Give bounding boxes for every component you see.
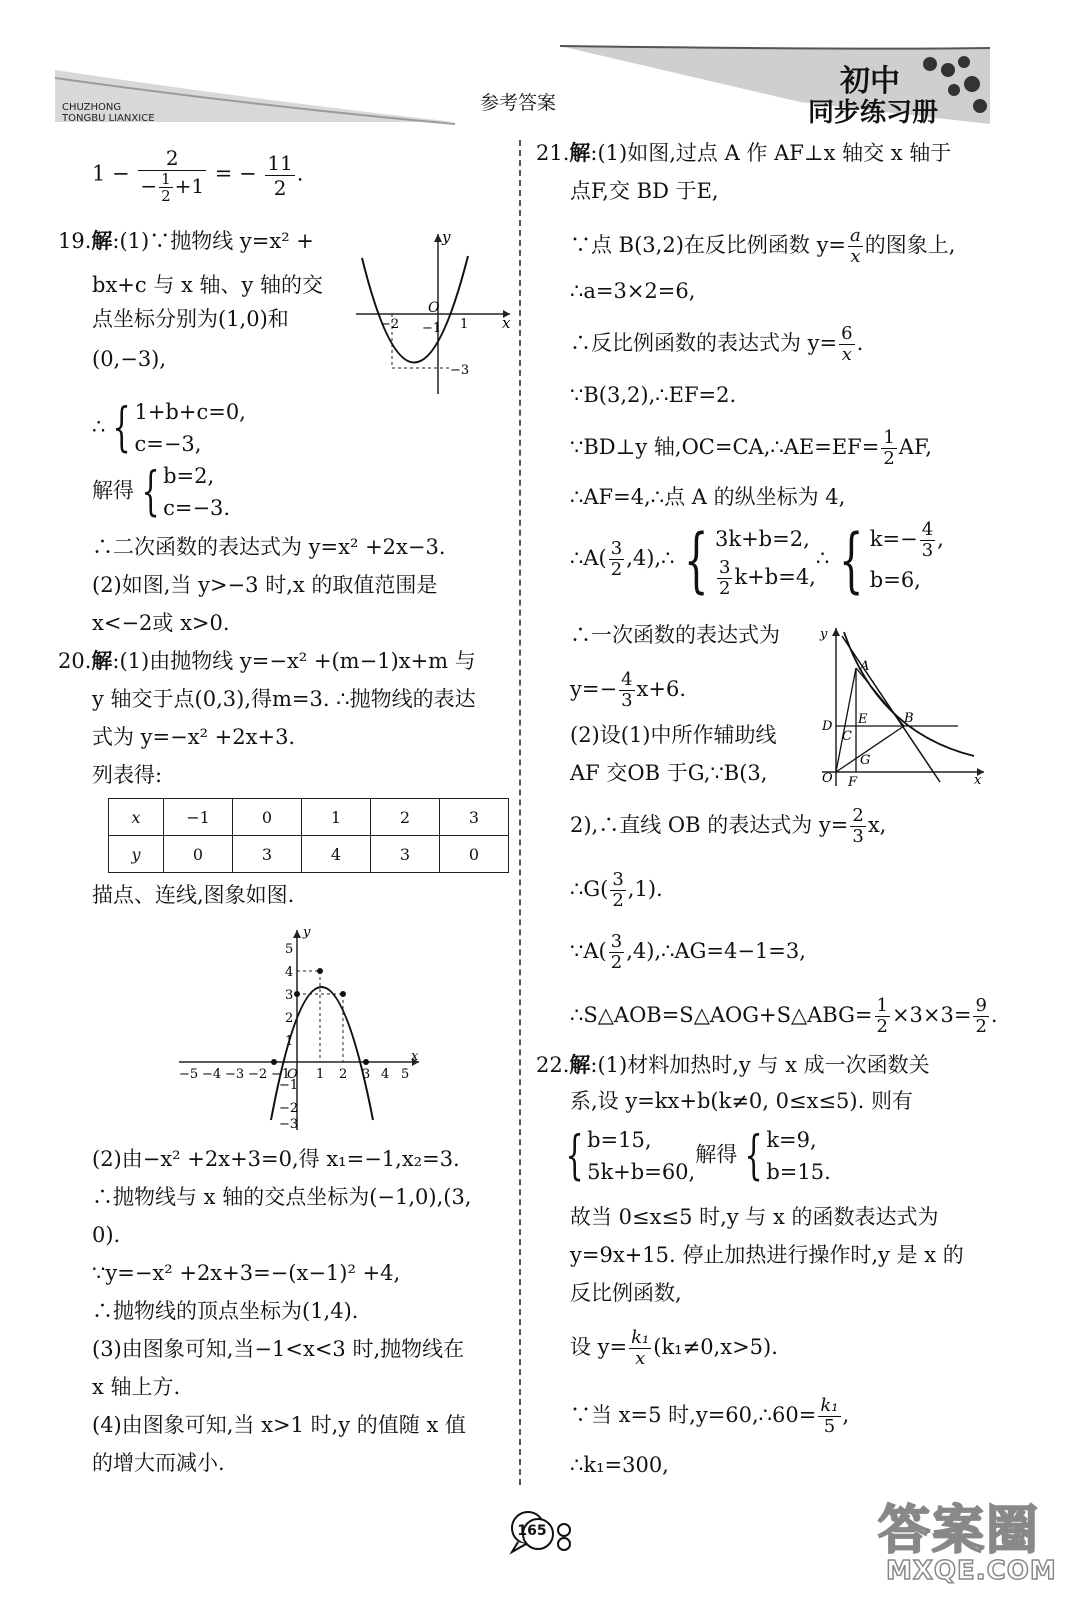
text: 的图象上,	[864, 233, 956, 257]
frac-num: 1	[876, 995, 888, 1016]
tick-label: −3	[450, 363, 470, 378]
y-label: y	[303, 925, 311, 940]
table-cell: y	[109, 836, 164, 873]
text: y=−	[570, 677, 618, 701]
frac-den: 5	[823, 1416, 836, 1437]
q21-line-11	[570, 670, 686, 711]
tick-label: 3	[362, 1067, 371, 1082]
frac-num: 3	[719, 557, 731, 578]
data-point	[317, 968, 323, 974]
frac-num: 4	[621, 669, 633, 690]
watermark-url: MXQE.COM	[886, 1556, 1057, 1586]
text: −	[140, 174, 158, 198]
y-axis-arrow	[293, 930, 301, 938]
tick-label: −2	[279, 1101, 299, 1116]
text: :(1)∵抛物线 y=x² +	[112, 229, 314, 253]
y-label: y	[820, 627, 828, 642]
equation	[715, 558, 816, 599]
q19-line-2: bx+c 与 x 轴、y 轴的交	[92, 273, 324, 297]
text: ,4),∴AG=4−1=3,	[626, 939, 806, 963]
q19-line-7: x<−2或 x>0.	[92, 611, 230, 635]
solution-label: 解	[569, 140, 591, 165]
q20-line-4: 列表得:	[92, 763, 163, 787]
table-row	[109, 799, 509, 836]
brand-line-2: 同步练习册	[808, 98, 939, 128]
header-left-label-2: TONGBU LIANXICE	[62, 113, 155, 124]
question-number: 20.	[58, 649, 92, 673]
q19-system-1	[92, 396, 246, 460]
q19-system-2	[92, 460, 230, 524]
text: ∴	[92, 414, 106, 439]
origin-label: O	[287, 1067, 298, 1082]
equation: k=9,	[766, 1128, 817, 1152]
text: 1 −	[92, 161, 137, 186]
frac-den: 3	[621, 690, 633, 711]
equation: b=6,	[869, 568, 921, 592]
tick-label: 1	[285, 1034, 294, 1049]
badge-tail	[512, 1542, 526, 1552]
equation-system	[715, 520, 816, 599]
tick-label: −1	[271, 1067, 291, 1082]
text: ∴A(	[570, 546, 607, 570]
q21-line-7	[570, 428, 932, 469]
column-divider	[519, 140, 521, 1485]
q21-line-15	[570, 870, 663, 911]
tick-label: 4	[285, 965, 294, 980]
text: ∵BD⊥y 轴,OC=CA,∴AE=EF=	[570, 435, 880, 459]
q21-line-5	[570, 324, 863, 365]
tick-label: −5	[179, 1067, 199, 1082]
frac-num: 6	[841, 323, 853, 344]
fraction	[818, 1396, 840, 1437]
data-point	[271, 1059, 277, 1065]
point-label: F	[848, 775, 858, 790]
q21-line-13: AF 交OB 于G,∵B(3,	[570, 761, 768, 785]
q22-line-2: 系,设 y=kx+b(k≠0, 0≤x≤5). 则有	[570, 1089, 913, 1113]
data-point	[340, 991, 346, 997]
hyperbola-curve	[844, 632, 974, 756]
q20-line-9: ∵y=−x² +2x+3=−(x−1)² +4,	[92, 1261, 401, 1285]
frac-den: 2	[610, 952, 623, 973]
fraction	[881, 428, 896, 469]
equation: 1+b+c=0,	[134, 400, 246, 424]
frac-den: 3	[852, 826, 864, 847]
brace: {	[684, 518, 709, 601]
tick-label: −1	[422, 321, 442, 336]
tick-label: −3	[225, 1067, 245, 1082]
q19-parabola-graph	[350, 228, 518, 400]
text: +1	[174, 174, 205, 198]
brace: {	[141, 462, 160, 522]
brace: {	[112, 398, 132, 458]
equation-system	[587, 1124, 695, 1188]
frac-den: x	[850, 246, 861, 267]
q20-parabola-graph	[175, 924, 425, 1134]
q22-line-6	[570, 1328, 778, 1369]
data-point	[294, 991, 300, 997]
text: = −	[208, 161, 264, 186]
q21-line-4: ∴a=3×2=6,	[570, 279, 696, 303]
q21-geometry-graph	[808, 622, 988, 790]
text: 设 y=	[570, 1335, 628, 1359]
q19-line-1	[58, 226, 314, 256]
tick-label: 5	[285, 942, 294, 957]
text: ∵A(	[570, 939, 607, 963]
frac-num: k₁	[820, 1395, 839, 1416]
text: ∴	[815, 546, 830, 570]
linear-function-line	[842, 636, 940, 782]
badge-dot	[558, 1538, 570, 1550]
frac-den: x	[841, 344, 852, 365]
text: ∴S△AOB=S△AOG+S△ABG=	[570, 1003, 873, 1027]
table-cell: 2	[371, 799, 440, 836]
fraction	[920, 520, 935, 561]
parabola-curve	[362, 256, 468, 363]
question-number: 21.	[536, 141, 570, 165]
tick-label: 4	[381, 1067, 390, 1082]
q21-line-14	[570, 806, 886, 847]
table-cell: 3	[233, 836, 302, 873]
fraction	[159, 171, 173, 204]
point-label: E	[858, 712, 868, 727]
header-left-label-1: CHUZHONG	[62, 102, 122, 113]
frac-den: 2	[161, 187, 171, 205]
text: ∴反比例函数的表达式为 y=	[570, 331, 838, 355]
point-label: D	[822, 719, 833, 734]
table-cell: 1	[302, 799, 371, 836]
text: ,4),∴	[626, 546, 675, 570]
q21-line-12: (2)设(1)中所作辅助线	[570, 723, 777, 747]
text: :(1)材料加热时,y 与 x 成一次函数关	[590, 1053, 930, 1077]
x-label: x	[974, 773, 982, 788]
table-cell: 3	[440, 799, 509, 836]
equation-system	[766, 1124, 830, 1188]
table-cell: 3	[371, 836, 440, 873]
fraction	[973, 996, 988, 1037]
watermark-logo: 答案圈	[878, 1501, 1041, 1561]
brace: {	[565, 1126, 584, 1186]
page-number: 165	[517, 1523, 547, 1539]
table-row	[109, 836, 509, 873]
point-label: G	[860, 753, 871, 768]
tick-label: 2	[339, 1067, 348, 1082]
fraction	[717, 558, 732, 599]
x-label: x	[502, 314, 511, 332]
q21-line-3	[570, 226, 955, 267]
q22-line-1	[536, 1050, 930, 1080]
q20-line-11: (3)由图象可知,当−1<x<3 时,抛物线在	[92, 1337, 465, 1361]
frac-den: 2	[883, 448, 895, 469]
q22-line-5: 反比例函数,	[570, 1281, 682, 1305]
frac-den: 2	[876, 1016, 888, 1037]
tick-label: −3	[279, 1117, 299, 1132]
text: (k₁≠0,x>5).	[653, 1335, 778, 1359]
text: ∵点 B(3,2)在反比例函数 y=	[570, 233, 847, 257]
frac-num: 11	[267, 150, 293, 175]
q19-line-4: (0,−3),	[92, 347, 167, 371]
frac-num: k₁	[631, 1327, 650, 1348]
header-title: 参考答案	[480, 92, 557, 114]
q22-line-8: ∴k₁=300,	[570, 1453, 669, 1477]
q19-line-6: (2)如图,当 y>−3 时,x 的取值范围是	[92, 573, 438, 597]
text: ∴G(	[570, 877, 609, 901]
tick-label: 1	[460, 317, 469, 332]
frac-den	[138, 171, 206, 204]
q22-line-4: y=9x+15. 停止加热进行操作时,y 是 x 的	[570, 1243, 964, 1267]
frac-num: 3	[610, 931, 623, 952]
frac-num: 3	[612, 869, 624, 890]
text: :(1)由抛物线 y=−x² +(m−1)x+m 与	[112, 649, 476, 673]
fraction	[839, 324, 854, 365]
text: .	[990, 1003, 998, 1027]
q20-line-6: (2)由−x² +2x+3=0,得 x₁=−1,x₂=3.	[92, 1147, 460, 1171]
continuation-line	[92, 146, 303, 204]
text: ,	[842, 1403, 850, 1427]
solution-label: 解	[91, 648, 113, 673]
solution-label: 解	[91, 228, 113, 253]
fraction	[138, 146, 206, 204]
equation-system	[163, 460, 230, 524]
frac-num: a	[850, 225, 861, 246]
brace: {	[839, 518, 864, 601]
q22-line-7	[570, 1396, 849, 1437]
data-point	[363, 1059, 369, 1065]
q22-line-3: 故当 0≤x≤5 时,y 与 x 的函数表达式为	[570, 1205, 939, 1229]
badge-dot	[558, 1524, 570, 1536]
q21-line-9	[570, 520, 944, 600]
table-cell: 0	[233, 799, 302, 836]
values-table	[108, 798, 509, 873]
q20-line-7: ∴抛物线与 x 轴的交点坐标为(−1,0),(3,	[92, 1185, 472, 1209]
text: .	[856, 331, 864, 355]
q19-line-5: ∴二次函数的表达式为 y=x² +2x−3.	[92, 535, 446, 559]
frac-den: 2	[612, 890, 624, 911]
brand-line-1: 初中	[840, 64, 900, 99]
y-axis-arrow	[434, 234, 442, 242]
q20-line-10: ∴抛物线的顶点坐标为(1,4).	[92, 1299, 359, 1323]
frac-num: 3	[610, 538, 623, 559]
fraction	[619, 670, 634, 711]
q20-line-5: 描点、连线,图象如图.	[92, 883, 295, 907]
text: 解得	[92, 478, 134, 503]
q19-line-3: 点坐标分别为(1,0)和	[92, 307, 289, 331]
point-label: C	[842, 729, 852, 744]
text: ,	[937, 527, 944, 551]
text: ,1).	[627, 877, 663, 901]
frac-num: 4	[921, 519, 934, 540]
text: x,	[867, 813, 887, 837]
line-oa	[836, 668, 856, 772]
fraction	[848, 226, 863, 267]
origin-label: O	[428, 300, 440, 316]
q21-line-8: ∴AF=4,∴点 A 的纵坐标为 4,	[570, 485, 846, 509]
tick-label: −1	[279, 1078, 299, 1093]
frac-den: x	[635, 1348, 646, 1369]
equation: c=−3.	[163, 496, 231, 520]
q21-line-16	[570, 932, 806, 973]
question-number: 22.	[536, 1053, 570, 1077]
q21-line-17	[570, 996, 998, 1037]
x-label: x	[411, 1049, 419, 1064]
equation: c=−3,	[134, 432, 202, 456]
fraction	[610, 870, 625, 911]
equation-system	[870, 520, 944, 599]
q20-line-3: 式为 y=−x² +2x+3.	[92, 725, 296, 749]
table-cell: −1	[164, 799, 233, 836]
text: 解得	[695, 1142, 738, 1167]
tick-label: 1	[316, 1067, 325, 1082]
fraction	[609, 932, 624, 973]
q21-line-10: ∴一次函数的表达式为	[570, 623, 780, 647]
y-axis-arrow	[832, 628, 840, 636]
q20-line-2: y 轴交于点(0,3),得m=3. ∴抛物线的表达	[92, 687, 476, 711]
frac-num: 2	[852, 805, 864, 826]
question-number: 19.	[58, 229, 92, 253]
equation: 3k+b=2,	[715, 527, 810, 551]
q20-line-12: x 轴上方.	[92, 1375, 181, 1399]
text: k+b=4,	[734, 565, 816, 589]
table-cell: x	[109, 799, 164, 836]
fraction	[265, 151, 294, 200]
frac-num: 1	[883, 427, 895, 448]
table-cell: 0	[440, 836, 509, 873]
q21-line-6: ∵B(3,2),∴EF=2.	[570, 383, 737, 407]
equation: 5k+b=60,	[587, 1160, 696, 1184]
frac-den: 3	[921, 540, 934, 561]
frac-den: 2	[975, 1016, 987, 1037]
point-label: O	[822, 771, 833, 786]
text: ∵当 x=5 时,y=60,∴60=	[570, 1403, 817, 1427]
tick-label: 2	[285, 1011, 294, 1026]
q21-line-2: 点F,交 BD 于E,	[570, 179, 719, 203]
fraction	[875, 996, 890, 1037]
tick-label: 5	[401, 1067, 410, 1082]
equation	[870, 520, 944, 561]
text: k=−	[869, 527, 918, 551]
frac-den: 2	[273, 175, 287, 200]
fraction	[629, 1328, 651, 1369]
text: 2),∴直线 OB 的表达式为 y=	[570, 813, 849, 837]
q20-line-1	[58, 646, 476, 676]
q20-line-14: 的增大而减小.	[92, 1451, 225, 1475]
q20-line-8: 0).	[92, 1223, 121, 1247]
equation: b=15.	[766, 1160, 831, 1184]
solution-label: 解	[569, 1052, 591, 1077]
tick-label: −4	[202, 1067, 222, 1082]
text: .	[296, 161, 304, 186]
equation: b=2,	[163, 464, 215, 488]
frac-num: 9	[975, 995, 987, 1016]
text: ×3×3=	[891, 1003, 972, 1027]
brace: {	[744, 1126, 763, 1186]
tick-label: 3	[285, 988, 294, 1003]
equation-system	[134, 396, 245, 460]
frac-den: 2	[610, 559, 623, 580]
fraction	[609, 539, 624, 580]
frac-den: 2	[719, 578, 731, 599]
tick-label: −2	[248, 1067, 268, 1082]
text: x+6.	[636, 677, 686, 701]
text: :(1)如图,过点 A 作 AF⊥x 轴交 x 轴于	[590, 141, 952, 165]
table-cell: 0	[164, 836, 233, 873]
tick-label: −2	[380, 317, 400, 332]
point-label: A	[860, 659, 870, 674]
frac-num: 2	[138, 146, 206, 171]
equation: b=15,	[587, 1128, 652, 1152]
y-label: y	[442, 228, 451, 246]
text: AF,	[898, 435, 932, 459]
fraction	[850, 806, 865, 847]
q22-system	[565, 1124, 831, 1190]
point-label: B	[904, 711, 914, 726]
q21-line-1	[536, 138, 951, 168]
frac-num: 1	[161, 170, 171, 188]
table-cell: 4	[302, 836, 371, 873]
q20-line-13: (4)由图象可知,当 x>1 时,y 的值随 x 值	[92, 1413, 466, 1437]
